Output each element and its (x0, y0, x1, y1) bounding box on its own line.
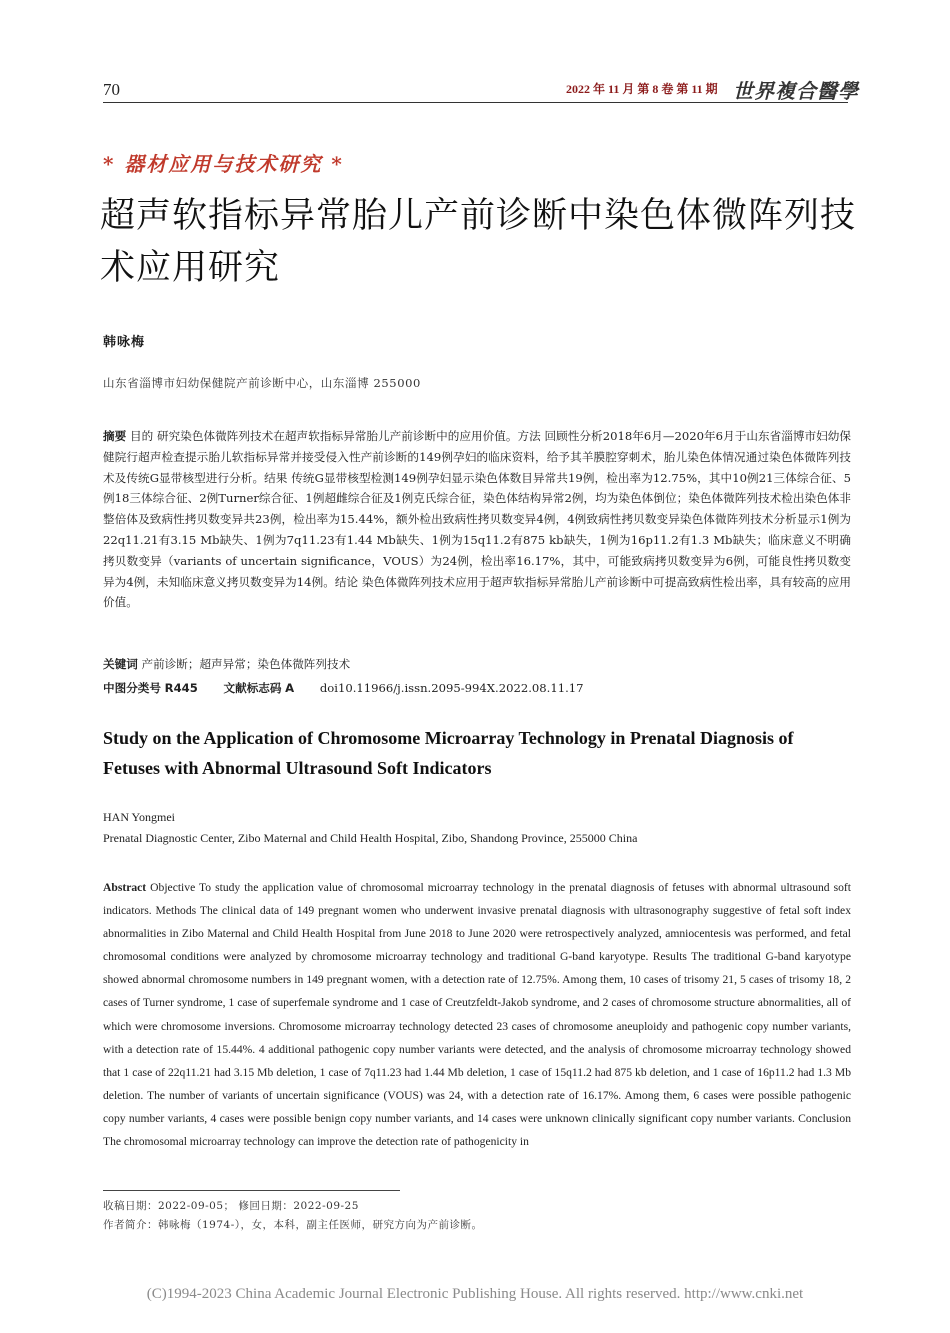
abstract-cn (103, 426, 851, 613)
abstract-cn-label: 摘要 (103, 429, 127, 443)
classification-line (103, 680, 584, 696)
column-title: * 器材应用与技术研究 * (103, 152, 344, 176)
abstract-en (103, 876, 851, 1153)
abstract-en-label: Abstract (103, 881, 147, 894)
keywords-cn (103, 656, 350, 672)
footnote-author-bio: 作者简介：韩咏梅（1974-），女，本科，副主任医师，研究方向为产前诊断。 (103, 1219, 483, 1231)
clc-value: R445 (164, 681, 198, 695)
header-divider (103, 102, 848, 103)
abstract-en-text: Objective To study the application value of chromosomal microarray technology in the prenatal diagnosis of fetuses with abnormal ultrasound soft indicators. Methods The clinical data of 149 pregnant women who underwent invasive prenatal diagnosis with ultrasonography suggestive of fetal soft index abnormalities in Zibo Maternal and Child Health Hospital from June 2018 to June 2020 were retrospectively analyzed, amniocentesis was performed, and fetal chromosomal conditions were analyzed by chromosome microarray technology and traditional G-band karyotype. Results The traditional G-band karyotype showed abnormal chromosome numbers in 149 pregnant women, with a detection rate of 12.75%. Among them, 10 cases of trisomy 21, 5 cases of trisomy 18, 2 cases of Turner syndrome, 1 case of superfemale syndrome and 1 case of Creutzfeldt-Jakob syndrome, and 2 cases of chromosome structure abnormalities, all of which were chromosome inversions. Chromosome microarray technology detected 23 cases of chromosome aneuploidy and pathogenic copy number variants, with a detection rate of 15.44%. 4 additional pathogenic copy number variants were detected, and the analysis of chromosome microarray technology showed that 1 case of 22q11.21 had 3.15 Mb deletion, 1 case of 7q11.23 had 1.44 Mb deletion, 1 case of 15q11.2 had 875 kb deletion, and 1 case of 16p11.2 had 1.3 Mb deletion. The number of variants of uncertain significance (VOUS) was 24, with a detection rate of 16.17%. Among them, 6 cases were possible pathogenic copy number variants, 4 cases were possible benign copy number variants, and 14 cases were unknown clinically significant copy number variants. Conclusion The chromosomal microarray technology can improve the detection rate of pathogenicity in (103, 881, 851, 1149)
article-title-en: Study on the Application of Chromosome Microarray Technology in Prenatal Diagnosis of Fetuses with Abnormal Ultrasound Soft Indicators (103, 728, 794, 778)
doi[interactable]: doi10.11966/j.issn.2095-994X.2022.08.11.17 (319, 681, 584, 695)
clc-label: 中图分类号 (103, 681, 161, 695)
abstract-cn-text: 目的 研究染色体微阵列技术在超声软指标异常胎儿产前诊断中的应用价值。方法 回顾性分析2018年6月—2020年6月于山东省淄博市妇幼保健院行超声检查提示胎儿软指标异常并接受侵入性产前诊断的149例孕妇的临床资料，给予其羊膜腔穿刺术，胎儿染色体情况通过染色体微阵列技术及传统G显带核型进行分析。结果 传统G显带核型检测149例孕妇显示染色体数目异常共19例，检出率为12.75%，其中10例21三体综合征、5例18三体综合征、2例Turner综合征、1例超雌综合征及1例克氏综合征，染色体结构异常2例，均为染色体倒位；染色体微阵列技术检出染色体非整倍体及致病性拷贝数变异共23例，检出率为15.44%，额外检出致病性拷贝数变异4例，4例致病性拷贝数变异染色体微阵列技术分析显示1例为22q11.21有3.15 Mb缺失、1例为7q11.23有1.44 Mb缺失、1例为15q11.2有875 kb缺失，1例为16p11.2有1.3 Mb缺失；临床意义不明确拷贝数变异（variants of uncertain significance，VOUS）为24例，检出率16.17%，其中，可能致病拷贝数变异为6例，可能良性拷贝数变异为4例，未知临床意义拷贝数变异为14例。结论 染色体微阵列技术应用于超声软指标异常胎儿产前诊断中可提高致病性检出率，具有较高的应用价值。 (103, 429, 851, 610)
article-title-cn: 超声软指标异常胎儿产前诊断中染色体微阵列技术应用研究 (100, 196, 857, 288)
issue-info: 2022 年 11 月 第 8 卷 第 11 期 (566, 82, 718, 96)
doc-code-value: A (285, 681, 295, 695)
affiliation-en: Prenatal Diagnostic Center, Zibo Maternal and Child Health Hospital, Zibo, Shandong Province, 255000 China (103, 831, 638, 845)
author-name-cn: 韩咏梅 (103, 335, 146, 350)
journal-logo: 世界複合醫學 (733, 79, 859, 103)
author-name-en: HAN Yongmei (103, 810, 176, 824)
footnote-received-date: 收稿日期：2022-09-05； 修回日期：2022-09-25 (103, 1200, 359, 1212)
copyright-watermark: (C)1994-2023 China Academic Journal Electronic Publishing House. All rights reserved. http://www.cnki.net (146, 1286, 804, 1302)
footnote-divider (103, 1190, 400, 1191)
keywords-cn-label: 关键词 (103, 657, 138, 671)
doc-code-label: 文献标志码 (223, 681, 282, 695)
affiliation-cn: 山东省淄博市妇幼保健院产前诊断中心，山东淄博 255000 (103, 376, 421, 390)
keywords-cn-text: 产前诊断；超声异常；染色体微阵列技术 (141, 657, 351, 671)
page-number: 70 (103, 80, 120, 99)
